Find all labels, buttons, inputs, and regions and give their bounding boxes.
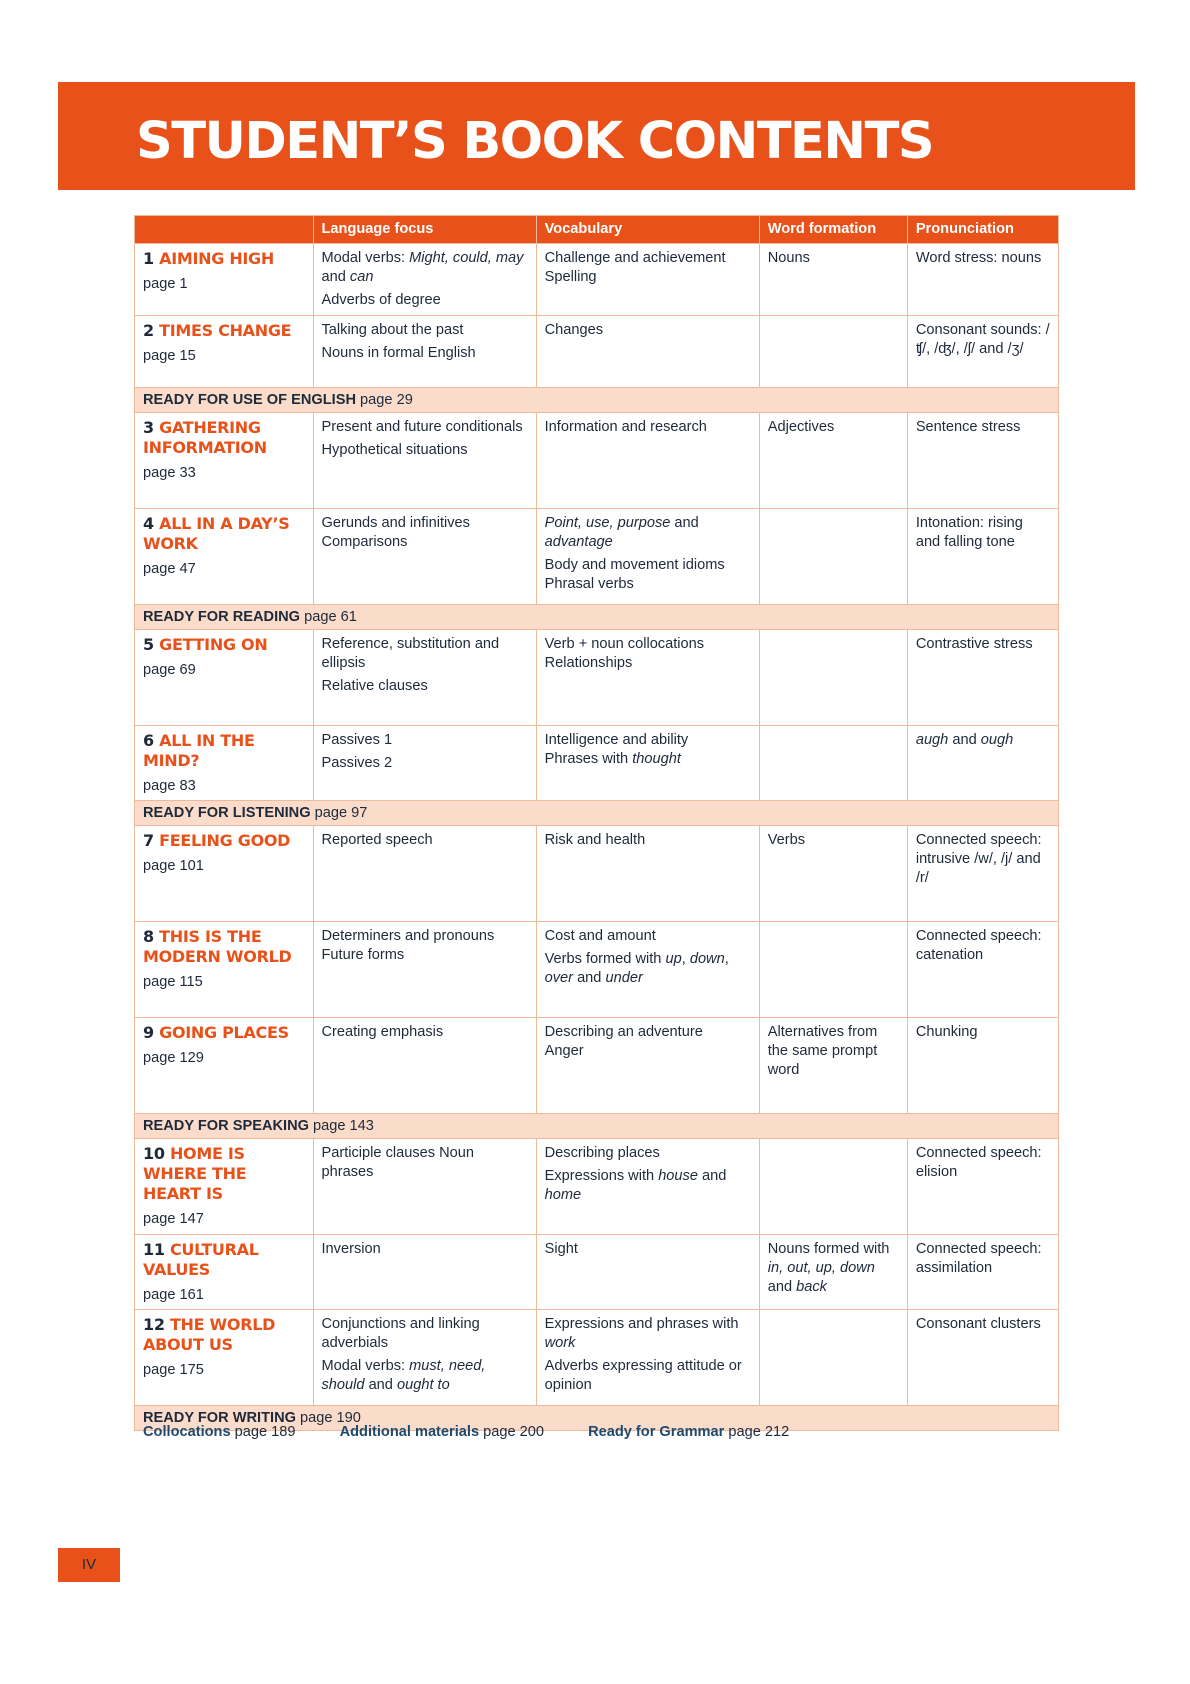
unit-title: 3 GATHERING INFORMATION (143, 418, 267, 457)
unit-page: page 115 (143, 974, 203, 990)
pronunciation-cell-line: Consonant clusters (915, 1316, 1041, 1332)
pronunciation-cell-line: Contrastive stress (915, 636, 1033, 652)
unit-title: 9 GOING PLACES (143, 1023, 289, 1042)
word-formation-cell-line: Nouns (767, 250, 810, 266)
vocabulary-cell-line: Describing places (544, 1145, 660, 1161)
unit-row (135, 316, 1059, 388)
vocabulary-cell-line: Intelligence and ability Phrases with thought (544, 732, 689, 767)
word-formation-cell (759, 413, 907, 509)
word-formation-cell (759, 316, 907, 388)
unit-title: 5 GETTING ON (143, 635, 268, 654)
unit-cell (135, 1018, 314, 1114)
unit-row (135, 509, 1059, 605)
vocabulary-cell (536, 1235, 759, 1310)
header-language-focus: Language focus (313, 216, 536, 244)
unit-page: page 161 (143, 1287, 204, 1303)
language-focus-cell (313, 826, 536, 922)
unit-page: page 69 (143, 662, 196, 678)
pronunciation-cell-line: Chunking (915, 1024, 978, 1040)
word-formation-cell-line: Verbs (767, 832, 806, 848)
unit-cell (135, 1310, 314, 1406)
vocabulary-cell (536, 726, 759, 801)
unit-row (135, 726, 1059, 801)
unit-title: 7 FEELING GOOD (143, 831, 291, 850)
language-focus-cell (313, 922, 536, 1018)
vocabulary-cell-line: Sight (544, 1241, 578, 1257)
word-formation-cell-line: Alternatives from the same prompt word (767, 1024, 878, 1078)
vocabulary-cell (536, 316, 759, 388)
pronunciation-cell-line: Connected speech: catenation (915, 928, 1042, 963)
unit-cell (135, 826, 314, 922)
pronunciation-cell (907, 1310, 1058, 1406)
unit-title: 2 TIMES CHANGE (143, 321, 292, 340)
language-focus-cell-line: Relative clauses (321, 678, 428, 694)
unit-row (135, 1235, 1059, 1310)
unit-cell (135, 726, 314, 801)
unit-cell (135, 413, 314, 509)
word-formation-cell (759, 1310, 907, 1406)
language-focus-cell-line: Reported speech (321, 832, 433, 848)
unit-page: page 129 (143, 1050, 204, 1066)
vocabulary-cell (536, 1018, 759, 1114)
language-focus-cell (313, 726, 536, 801)
unit-cell (135, 1235, 314, 1310)
pronunciation-cell (907, 1139, 1058, 1235)
language-focus-cell-line: Passives 1 (321, 732, 393, 748)
unit-row (135, 630, 1059, 726)
footer-item-collocations: Collocations page 189 (143, 1424, 296, 1440)
language-focus-cell (313, 1310, 536, 1406)
vocabulary-cell-line: Expressions with house and home (544, 1168, 727, 1203)
pronunciation-cell (907, 244, 1058, 316)
word-formation-cell (759, 509, 907, 605)
unit-cell (135, 922, 314, 1018)
language-focus-cell (313, 1235, 536, 1310)
contents-table (134, 215, 1059, 1431)
vocabulary-cell (536, 630, 759, 726)
unit-page: page 15 (143, 348, 196, 364)
vocabulary-cell (536, 244, 759, 316)
unit-page: page 33 (143, 465, 196, 481)
word-formation-cell (759, 922, 907, 1018)
language-focus-cell-line: Nouns in formal English (321, 345, 476, 361)
pronunciation-cell (907, 630, 1058, 726)
unit-cell (135, 630, 314, 726)
page-number: IV (58, 1548, 120, 1582)
ready-for-row (135, 388, 1059, 413)
word-formation-cell (759, 726, 907, 801)
ready-for-label: READY FOR LISTENING page 97 (135, 801, 1059, 826)
header-vocabulary: Vocabulary (536, 216, 759, 244)
pronunciation-cell-line: Word stress: nouns (915, 250, 1042, 266)
unit-title: 1 AIMING HIGH (143, 249, 274, 268)
vocabulary-cell-line: Expressions and phrases with work (544, 1316, 739, 1351)
pronunciation-cell-line: Sentence stress (915, 419, 1021, 435)
language-focus-cell (313, 413, 536, 509)
vocabulary-cell-line: Risk and health (544, 832, 646, 848)
unit-row (135, 413, 1059, 509)
word-formation-cell (759, 630, 907, 726)
vocabulary-cell (536, 922, 759, 1018)
unit-title: 6 ALL IN THE MIND? (143, 731, 255, 770)
vocabulary-cell-line: Information and research (544, 419, 707, 435)
unit-cell (135, 509, 314, 605)
header-word-formation: Word formation (759, 216, 907, 244)
vocabulary-cell-line: Adverbs expressing attitude or opinion (544, 1358, 742, 1393)
pronunciation-cell-line: Connected speech: elision (915, 1145, 1042, 1180)
language-focus-cell-line: Participle clauses Noun phrases (321, 1145, 475, 1180)
ready-for-label: READY FOR USE OF ENGLISH page 29 (135, 388, 1059, 413)
language-focus-cell-line: Present and future conditionals (321, 419, 523, 435)
word-formation-cell-line: Adjectives (767, 419, 835, 435)
vocabulary-cell-line: Cost and amount (544, 928, 656, 944)
pronunciation-cell-line: augh and ough (915, 732, 1014, 748)
unit-title: 12 THE WORLD ABOUT US (143, 1315, 276, 1354)
unit-page: page 83 (143, 778, 196, 794)
language-focus-cell-line: Talking about the past (321, 322, 464, 338)
vocabulary-cell (536, 413, 759, 509)
language-focus-cell (313, 1018, 536, 1114)
unit-page: page 101 (143, 858, 204, 874)
language-focus-cell-line: Gerunds and infinitives Comparisons (321, 515, 470, 550)
pronunciation-cell (907, 413, 1058, 509)
vocabulary-cell-line: Verbs formed with up, down, over and under (544, 951, 729, 986)
word-formation-cell (759, 1139, 907, 1235)
unit-cell (135, 1139, 314, 1235)
footer-links (143, 1424, 829, 1440)
unit-title: 10 HOME IS WHERE THE HEART IS (143, 1144, 247, 1203)
unit-row (135, 244, 1059, 316)
unit-row (135, 1310, 1059, 1406)
unit-row (135, 1018, 1059, 1114)
vocabulary-cell (536, 826, 759, 922)
vocabulary-cell-line: Verb + noun collocations Relationships (544, 636, 705, 671)
language-focus-cell-line: Inversion (321, 1241, 381, 1257)
vocabulary-cell-line: Challenge and achievement Spelling (544, 250, 726, 285)
pronunciation-cell-line: Intonation: rising and falling tone (915, 515, 1023, 550)
unit-title: 11 CULTURAL VALUES (143, 1240, 259, 1279)
language-focus-cell (313, 1139, 536, 1235)
pronunciation-cell-line: Connected speech: assimilation (915, 1241, 1042, 1276)
language-focus-cell-line: Determiners and pronouns Future forms (321, 928, 495, 963)
unit-title: 4 ALL IN A DAY’S WORK (143, 514, 290, 553)
language-focus-cell (313, 509, 536, 605)
language-focus-cell-line: Passives 2 (321, 755, 393, 771)
unit-page: page 1 (143, 276, 188, 292)
unit-row (135, 922, 1059, 1018)
ready-for-label: READY FOR READING page 61 (135, 605, 1059, 630)
vocabulary-cell (536, 1310, 759, 1406)
language-focus-cell-line: Modal verbs: Might, could, may and can (321, 250, 524, 285)
pronunciation-cell-line: Connected speech: intrusive /w/, /j/ and /r/ (915, 832, 1042, 886)
vocabulary-cell-line: Changes (544, 322, 604, 338)
vocabulary-cell-line: Body and movement idioms Phrasal verbs (544, 557, 725, 592)
word-formation-cell (759, 1235, 907, 1310)
footer-item-ready-for-grammar: Ready for Grammar page 212 (588, 1424, 790, 1440)
vocabulary-cell (536, 509, 759, 605)
footer-item-additional-materials: Additional materials page 200 (339, 1424, 544, 1440)
table-header-row (135, 216, 1059, 244)
language-focus-cell-line: Conjunctions and linking adverbials (321, 1316, 480, 1351)
header-unit (135, 216, 314, 244)
pronunciation-cell (907, 1235, 1058, 1310)
pronunciation-cell (907, 316, 1058, 388)
language-focus-cell-line: Adverbs of degree (321, 292, 441, 308)
language-focus-cell (313, 316, 536, 388)
pronunciation-cell-line: Consonant sounds: /ʧ/, /ʤ/, /ʃ/ and /ʒ/ (915, 322, 1050, 357)
pronunciation-cell (907, 1018, 1058, 1114)
pronunciation-cell (907, 509, 1058, 605)
ready-for-row (135, 801, 1059, 826)
vocabulary-cell-line: Describing an adventure Anger (544, 1024, 703, 1059)
language-focus-cell (313, 244, 536, 316)
word-formation-cell-line: Nouns formed with in, out, up, down and back (767, 1241, 890, 1295)
language-focus-cell-line: Hypothetical situations (321, 442, 468, 458)
ready-for-label: READY FOR SPEAKING page 143 (135, 1114, 1059, 1139)
unit-row (135, 1139, 1059, 1235)
unit-page: page 147 (143, 1211, 204, 1227)
ready-for-label: READY FOR WRITING page 190 (135, 1406, 1059, 1431)
word-formation-cell (759, 1018, 907, 1114)
word-formation-cell (759, 826, 907, 922)
vocabulary-cell (536, 1139, 759, 1235)
language-focus-cell-line: Modal verbs: must, need, should and ought to (321, 1358, 486, 1393)
ready-for-row (135, 605, 1059, 630)
unit-row (135, 826, 1059, 922)
unit-cell (135, 244, 314, 316)
title-banner (58, 82, 1135, 190)
header-pronunciation: Pronunciation (907, 216, 1058, 244)
pronunciation-cell (907, 922, 1058, 1018)
unit-cell (135, 316, 314, 388)
language-focus-cell (313, 630, 536, 726)
page-title: STUDENT’S BOOK CONTENTS (136, 112, 934, 171)
pronunciation-cell (907, 726, 1058, 801)
ready-for-row (135, 1114, 1059, 1139)
word-formation-cell (759, 244, 907, 316)
unit-page: page 47 (143, 561, 196, 577)
language-focus-cell-line: Reference, substitution and ellipsis (321, 636, 500, 671)
language-focus-cell-line: Creating emphasis (321, 1024, 444, 1040)
pronunciation-cell (907, 826, 1058, 922)
unit-page: page 175 (143, 1362, 204, 1378)
unit-title: 8 THIS IS THE MODERN WORLD (143, 927, 292, 966)
vocabulary-cell-line: Point, use, purpose and advantage (544, 515, 699, 550)
